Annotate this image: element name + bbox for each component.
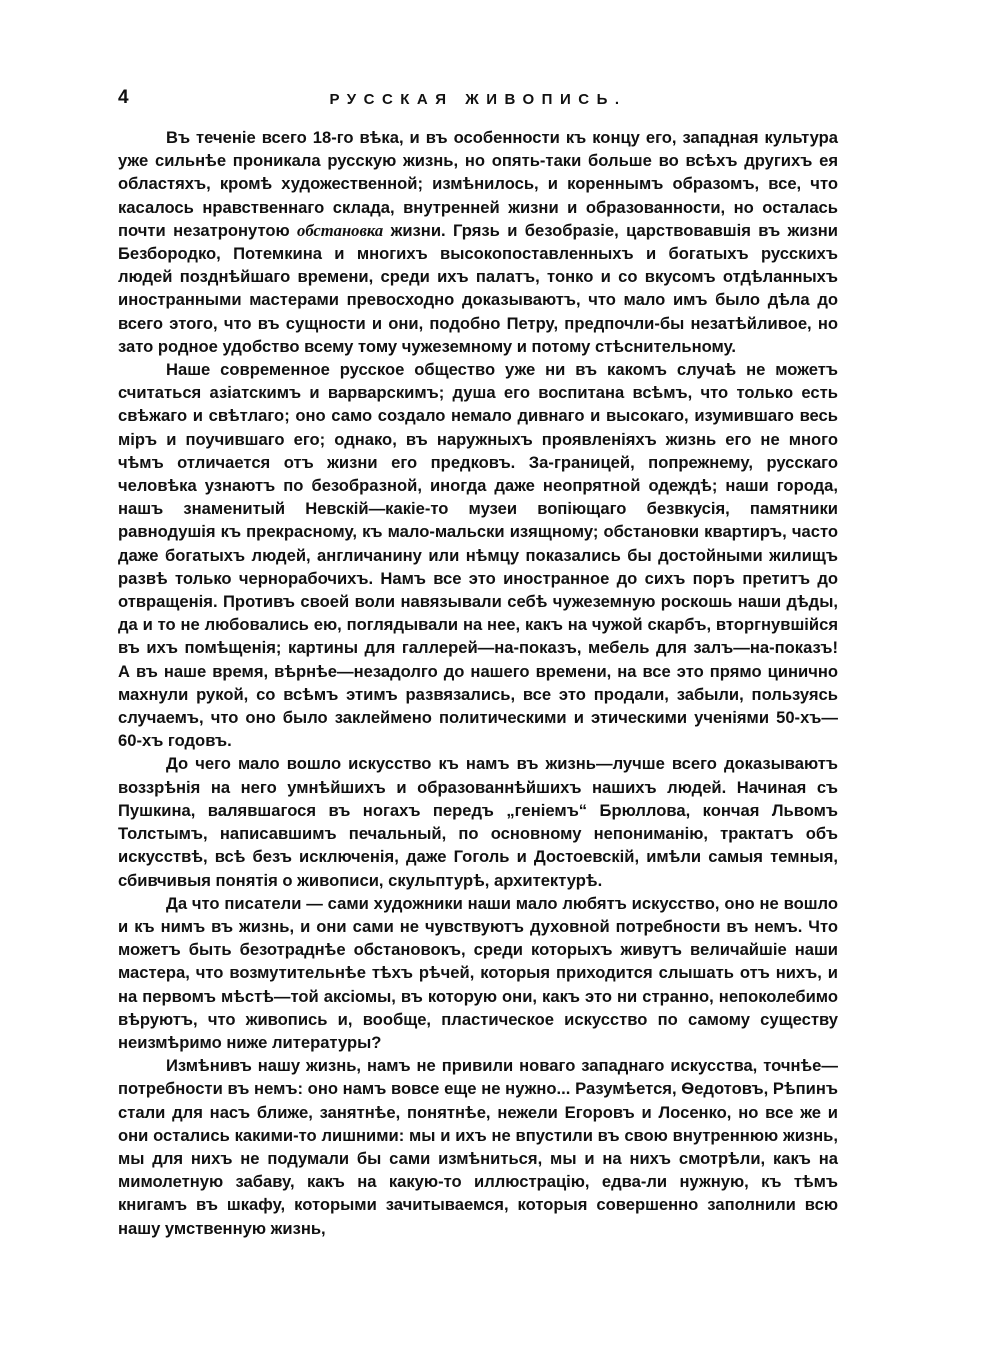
- running-head: [118, 88, 838, 112]
- running-title: РУССКАЯ ЖИВОПИСЬ.: [329, 91, 627, 108]
- paragraph-2: Наше современное русское общество уже ни въ какомъ случаѣ не можетъ считаться азіатскимъ и варварскимъ; душа его воспитана всѣмъ, что только есть свѣжаго и свѣтлаго; оно само создало немало дивнаго и высокаго, изумившаго весь міръ и поучившаго его; однако, въ наружныхъ проявленіяхъ жизнь его не много чѣмъ отличается отъ жизни его предковъ. За-границей, попрежнему, русскаго человѣка узнаютъ по безобразной, иногда даже неопрятной одеждѣ; наши города, нашъ знаменитый Невскій—какіе-то музеи вопіющаго безвкусія, памятники равнодушія къ прекрасному, къ мало-мальски изящному; обстановки квартиръ, часто даже богатыхъ людей, англичанину или нѣмцу показались бы достойными жилищъ развѣ только чернорабочихъ. Намъ все это иностранное до сихъ поръ претитъ до отвращенія. Противъ своей воли навязывали себѣ чужеземную роскошь наши дѣды, да и то не любовались ею, поглядывали на нее, какъ на чужой скарбъ, вторгнувшійся въ ихъ помѣщенія; картины для галлерей—на-показъ, мебель для залъ—на-показъ! А въ наше время, вѣрнѣе—незадолго до нашего времени, на все это прямо цинично махнули рукой, со всѣмъ этимъ развязались, все это продали, забыли, пользуясь случаемъ, что оно было заклеймено политическими и этическими ученіями 50-хъ—60-хъ годовъ.: [118, 360, 838, 751]
- paragraph-5: Измѣнивъ нашу жизнь, намъ не привили новаго западнаго искусства, точнѣе—потребности въ немъ: оно намъ вовсе еще не нужно... Разумѣется, Ѳедотовъ, Рѣпинъ стали для насъ ближе, занятнѣе, понятнѣе, нежели Егоровъ и Лосенко, но все же и они остались какими-то лишними: мы и ихъ не впустили въ свою внутреннюю жизнь, мы для нихъ не подумали бы сами измѣниться, мы и на нихъ смотрѣли, какъ на мимолетную забаву, какъ на какую-то иллюстрацію, едва-ли нужную, къ тѣмъ книгамъ въ шкафу, которыми зачитываемся, которыя совершенно заполнили всю нашу умственную жизнь,: [118, 1056, 838, 1238]
- paragraph-1-text-after: жизни. Грязь и безобразіе, царствовавшія въ жизни Безбородко, Потемкина и многихъ высокопоставленныхъ и богатыхъ русскихъ людей позднѣйшаго времени, среди ихъ палатъ, тонко и со вкусомъ отдѣланныхъ иностранными мастерами превосходно доказываютъ, что мало имъ было дѣла до всего этого, что въ сущности и они, подобно Петру, предпочли-бы незатѣйливое, но зато родное удобство всему тому чужеземному и потому стѣснительному.: [118, 220, 838, 356]
- paragraph-3: До чего мало вошло искусство къ намъ въ жизнь—лучше всего доказываютъ воззрѣнія на него умнѣйшихъ и образованнѣйшихъ нашихъ людей. Начиная съ Пушкина, валявшагося въ ногахъ передъ „геніемъ“ Брюллова, кончая Львомъ Толстымъ, написавшимъ печальный, по основному непониманію, трактатъ объ искусствѣ, всѣ безъ исключенія, даже Гоголь и Достоевскій, имѣли самыя темныя, сбивчивыя понятія о живописи, скульптурѣ, архитектурѣ.: [118, 754, 838, 890]
- paragraph-1-text-before: Въ теченіе всего 18-го вѣка, и въ особенности къ концу его, западная культура уже сильнѣе проникала русскую жизнь, но опять-таки больше во всѣхъ другихъ ея областяхъ, кромѣ художественной; измѣнилось, и кореннымъ образомъ, все, что касалось нравственнаго склада, внутренней жизни и образованности, но осталась почти незатронутою: [118, 128, 838, 240]
- page-number: 4: [118, 87, 129, 108]
- paragraph-1: [118, 126, 838, 358]
- paragraph-4: Да что писатели — сами художники наши мало любятъ искусство, оно не вошло и къ нимъ въ жизнь, и они сами не чувствуютъ духовной потребности въ немъ. Что можетъ быть безотраднѣе обстановокъ, среди которыхъ живутъ величайшіе наши мастера, что возмутительнѣе тѣхъ рѣчей, которыя приходится слышать отъ нихъ, и на первомъ мѣстѣ—той аксіомы, въ которую они, какъ это ни странно, непоколебимо вѣруютъ, что живопись и, вообще, пластическое искусство по самому существу неизмѣримо ниже литературы?: [118, 893, 838, 1052]
- body-text: [118, 126, 838, 1240]
- emphasis-word: обстановка: [297, 220, 384, 240]
